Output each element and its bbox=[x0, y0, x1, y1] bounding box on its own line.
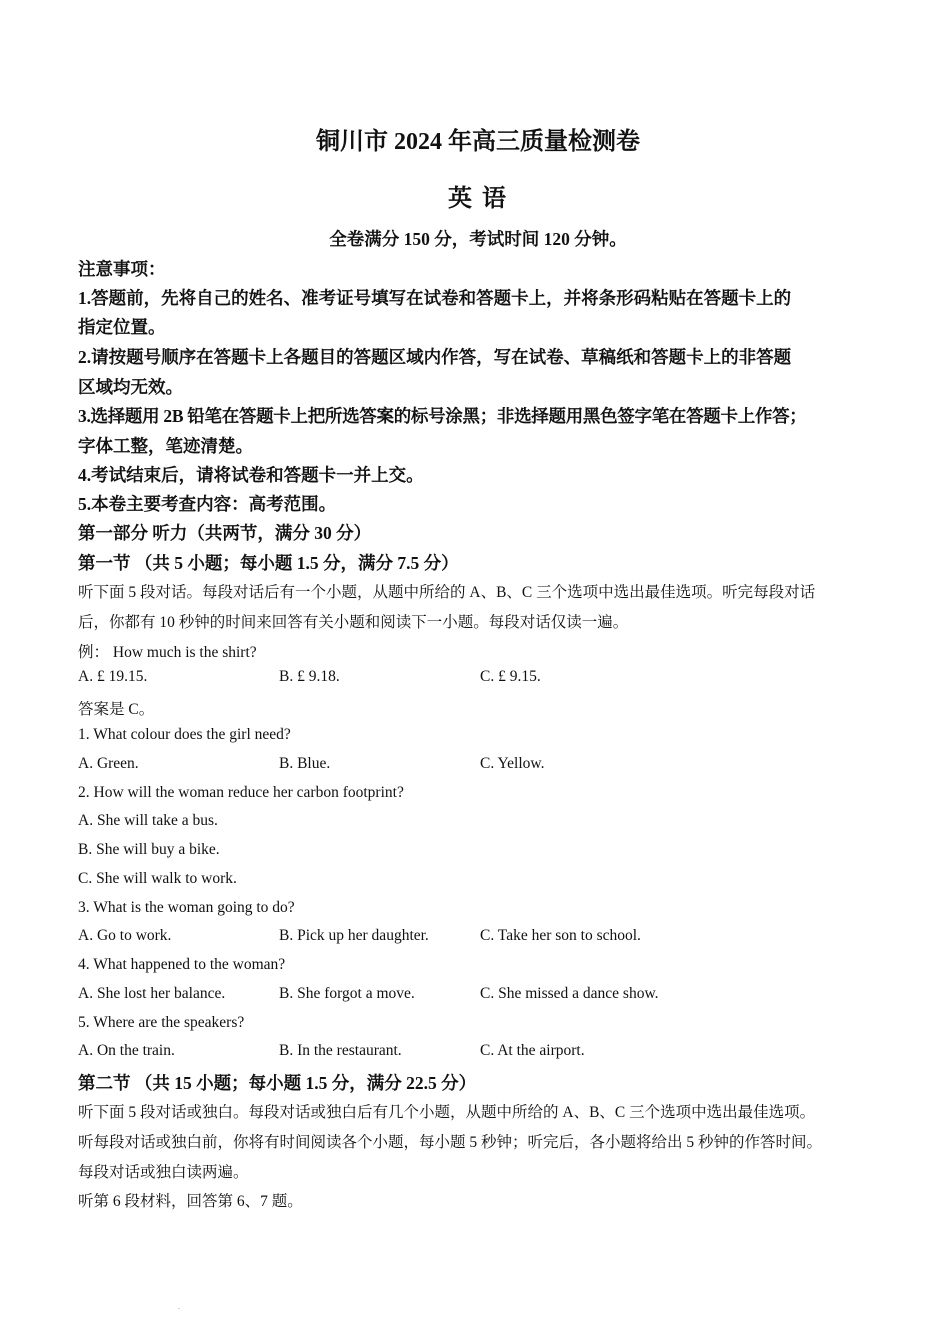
section1-instruction: 听下面 5 段对话。每段对话后有一个小题，从题中所给的 A、B、C 三个选项中选出最佳选项。听完每段对话 bbox=[78, 584, 816, 601]
note-line: 2.请按题号顺序在答题卡上各题目的答题区域内作答，写在试卷、草稿纸和答题卡上的非答题 bbox=[78, 347, 792, 367]
q3-option-b: B. Pick up her daughter. bbox=[279, 927, 429, 944]
q3-option-c: C. Take her son to school. bbox=[480, 927, 641, 944]
example-option-a: A. £ 19.15. bbox=[78, 668, 148, 685]
part1-heading: 第一部分 听力（共两节，满分 30 分） bbox=[78, 523, 372, 543]
section2-instruction: 听下面 5 段对话或独白。每段对话或独白后有几个小题，从题中所给的 A、B、C 三个选项中选出最佳选项。 bbox=[78, 1104, 816, 1121]
example-option-b: B. £ 9.18. bbox=[279, 668, 340, 685]
question-4: 4. What happened to the woman? bbox=[78, 956, 286, 973]
q2-option-c: C. She will walk to work. bbox=[78, 870, 237, 887]
example-answer: 答案是 C。 bbox=[78, 701, 155, 718]
section1-heading: 第一节 （共 5 小题；每小题 1.5 分，满分 7.5 分） bbox=[78, 553, 459, 573]
note-line: 字体工整，笔迹清楚。 bbox=[78, 436, 253, 456]
note-line: 指定位置。 bbox=[78, 317, 166, 337]
section2-heading: 第二节 （共 15 小题；每小题 1.5 分，满分 22.5 分） bbox=[78, 1073, 477, 1093]
subject-title: 英 语 bbox=[448, 186, 508, 212]
q2-option-b: B. She will buy a bike. bbox=[78, 841, 220, 858]
exam-title: 铜川市 2024 年高三质量检测卷 bbox=[316, 129, 640, 155]
question-3: 3. What is the woman going to do? bbox=[78, 899, 295, 916]
section2-instruction: 听每段对话或独白前，你将有时间阅读各个小题，每小题 5 秒钟；听完后，各小题将给出 5 秒钟的作答时间。 bbox=[78, 1134, 823, 1151]
q4-option-a: A. She lost her balance. bbox=[78, 985, 226, 1002]
q3-option-a: A. Go to work. bbox=[78, 927, 172, 944]
q1-option-b: B. Blue. bbox=[279, 755, 331, 772]
q5-option-a: A. On the train. bbox=[78, 1042, 175, 1059]
section2-instruction: 每段对话或独白读两遍。 bbox=[78, 1164, 249, 1181]
note-line: 1.答题前，先将自己的姓名、准考证号填写在试卷和答题卡上，并将条形码粘贴在答题卡上的 bbox=[78, 288, 792, 308]
question-5: 5. Where are the speakers? bbox=[78, 1014, 245, 1031]
q5-option-c: C. At the airport. bbox=[480, 1042, 585, 1059]
example-option-c: C. £ 9.15. bbox=[480, 668, 541, 685]
note-line: 区域均无效。 bbox=[78, 377, 183, 397]
question-2: 2. How will the woman reduce her carbon footprint? bbox=[78, 784, 404, 801]
next-material-instruction: 听第 6 段材料，回答第 6、7 题。 bbox=[78, 1193, 303, 1210]
section1-instruction: 后，你都有 10 秒钟的时间来回答有关小题和阅读下一小题。每段对话仅读一遍。 bbox=[78, 614, 629, 631]
score-time-line: 全卷满分 150 分，考试时间 120 分钟。 bbox=[329, 229, 627, 249]
note-line: 4.考试结束后，请将试卷和答题卡一并上交。 bbox=[78, 465, 424, 485]
footer-mark: . bbox=[178, 1302, 180, 1311]
note-line: 3.选择题用 2B 铅笔在答题卡上把所选答案的标号涂黑；非选择题用黑色签字笔在答题卡上作答； bbox=[78, 406, 807, 426]
q1-option-c: C. Yellow. bbox=[480, 755, 545, 772]
q4-option-c: C. She missed a dance show. bbox=[480, 985, 659, 1002]
note-line: 5.本卷主要考查内容：高考范围。 bbox=[78, 494, 337, 514]
q2-option-a: A. She will take a bus. bbox=[78, 812, 218, 829]
q4-option-b: B. She forgot a move. bbox=[279, 985, 415, 1002]
notes-heading: 注意事项： bbox=[78, 259, 166, 279]
question-1: 1. What colour does the girl need? bbox=[78, 726, 291, 743]
example-question: 例： How much is the shirt? bbox=[78, 644, 257, 661]
q1-option-a: A. Green. bbox=[78, 755, 139, 772]
q5-option-b: B. In the restaurant. bbox=[279, 1042, 402, 1059]
